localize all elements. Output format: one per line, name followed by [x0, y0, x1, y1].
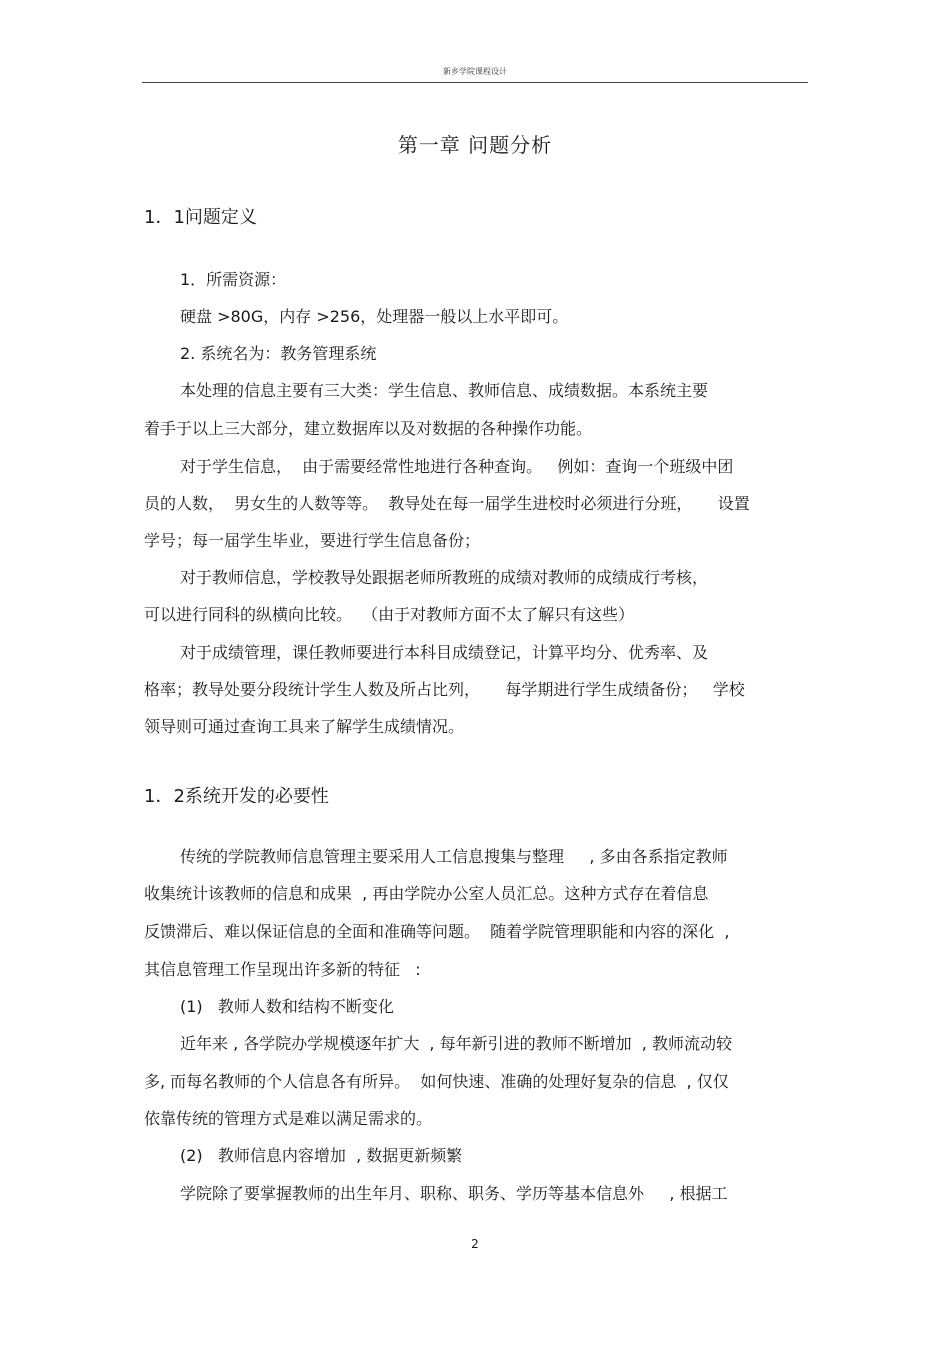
paragraph-line: 对于教师信息，学校教导处跟据老师所教班的成绩对教师的成绩成行考核，: [180, 568, 709, 587]
paragraph-line: 对于成绩管理，课任教师要进行本科目成绩登记，计算平均分、优秀率、及: [180, 643, 709, 662]
paragraph-line: (2) 教师信息内容增加 , 数据更新频繁: [180, 1146, 463, 1165]
paragraph-line: 着手于以上三大部分，建立数据库以及对数据的各种操作功能。: [144, 419, 593, 438]
paragraph-line: (1) 教师人数和结构不断变化: [180, 997, 394, 1016]
paragraph-line: 格率；教导处要分段统计学生人数及所占比列， 每学期进行学生成绩备份； 学校: [144, 680, 745, 699]
paragraph-line: 本处理的信息主要有三大类：学生信息、教师信息、成绩数据。本系统主要: [180, 381, 709, 400]
paragraph-line: 收集统计该教师的信息和成果 , 再由学院办公室人员汇总。这种方式存在着信息: [144, 884, 709, 903]
paragraph-line: 员的人数， 男女生的人数等等。 教导处在每一届学生进校时必须进行分班， 设置: [144, 494, 750, 513]
paragraph-line: 2. 系统名为：教务管理系统: [180, 344, 377, 363]
chapter-title: 第一章 问题分析: [397, 133, 553, 157]
paragraph-line: 依靠传统的管理方式是难以满足需求的。: [144, 1109, 433, 1128]
page-header-text: 新乡学院课程设计: [443, 67, 507, 76]
paragraph-line: 对于学生信息， 由于需要经常性地进行各种查询。 例如：查询一个班级中团: [180, 457, 734, 476]
paragraph-line: 其信息管理工作呈现出许多新的特征 :: [144, 960, 421, 979]
paragraph-line: 领导则可通过查询工具来了解学生成绩情况。: [144, 717, 465, 736]
paragraph-line: 反馈滞后、难以保证信息的全面和准确等问题。 随着学院管理职能和内容的深化 ,: [144, 922, 730, 941]
paragraph-line: 学院除了要掌握教师的出生年月、职称、职务、学历等基本信息外 , 根据工: [180, 1184, 728, 1203]
paragraph-line: 学号；每一届学生毕业，要进行学生信息备份；: [144, 531, 481, 550]
paragraph-line: 硬盘 >80G，内存 >256，处理器一般以上水平即可。: [180, 307, 569, 326]
section-heading-1-1: 1．1问题定义: [144, 207, 257, 228]
paragraph-line: 近年来 , 各学院办学规模逐年扩大 , 每年新引进的教师不断增加 , 教师流动较: [180, 1034, 732, 1053]
page-number: 2: [471, 1237, 479, 1251]
paragraph-line: 多, 而每名教师的个人信息各有所异。 如何快速、准确的处理好复杂的信息 , 仅仅: [144, 1072, 729, 1091]
paragraph-line: 可以进行同科的纵横向比较。 （由于对教师方面不太了解只有这些）: [144, 605, 635, 624]
section-heading-1-2: 1．2系统开发的必要性: [144, 786, 329, 807]
paragraph-line: 传统的学院教师信息管理主要采用人工信息搜集与整理 , 多由各系指定教师: [180, 847, 728, 866]
paragraph-line: 1．所需资源：: [180, 270, 287, 289]
header-rule: [142, 82, 808, 83]
